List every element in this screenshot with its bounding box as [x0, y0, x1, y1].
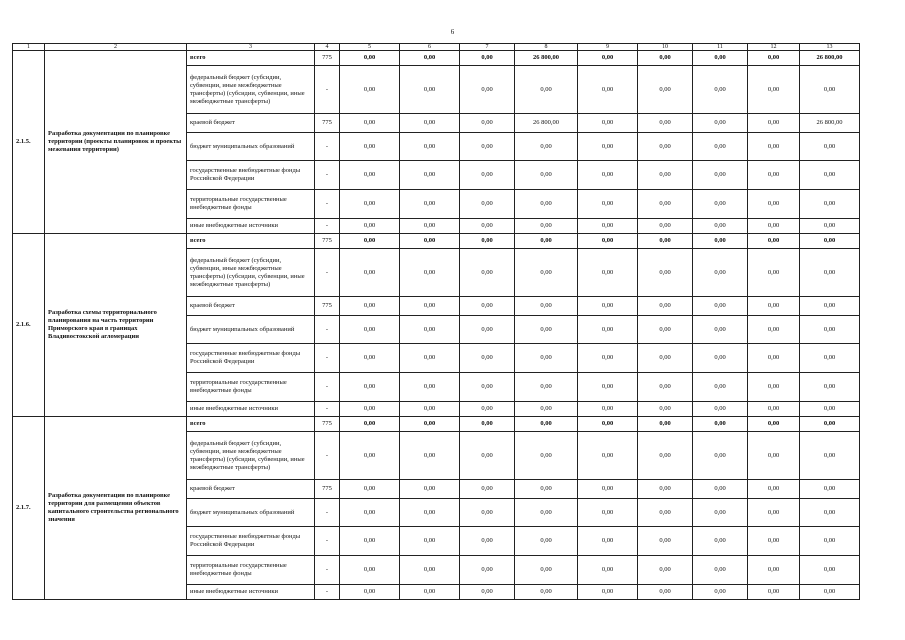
column-number: 9 — [578, 44, 638, 51]
value-cell: 0,00 — [515, 234, 578, 249]
value-cell: 0,00 — [400, 316, 460, 344]
funding-source: территориальные государственные внебюджетные фонды — [187, 190, 315, 219]
value-cell: 0,00 — [748, 114, 800, 133]
code-cell: - — [315, 402, 340, 417]
value-cell: 0,00 — [800, 316, 860, 344]
funding-source: краевой бюджет — [187, 114, 315, 133]
funding-source: всего — [187, 417, 315, 432]
value-cell: 0,00 — [578, 249, 638, 297]
value-cell: 0,00 — [340, 66, 400, 114]
value-cell: 0,00 — [460, 316, 515, 344]
value-cell: 0,00 — [515, 161, 578, 190]
value-cell: 0,00 — [460, 114, 515, 133]
code-cell: - — [315, 585, 340, 600]
value-cell: 0,00 — [693, 161, 748, 190]
value-cell: 0,00 — [800, 417, 860, 432]
value-cell: 0,00 — [693, 133, 748, 161]
value-cell: 0,00 — [638, 219, 693, 234]
value-cell: 0,00 — [515, 480, 578, 499]
value-cell: 0,00 — [748, 234, 800, 249]
value-cell: 0,00 — [800, 249, 860, 297]
value-cell: 0,00 — [693, 556, 748, 585]
value-cell: 0,00 — [400, 402, 460, 417]
value-cell: 0,00 — [638, 480, 693, 499]
value-cell: 0,00 — [400, 51, 460, 66]
column-number: 2 — [45, 44, 187, 51]
value-cell: 0,00 — [638, 161, 693, 190]
value-cell: 0,00 — [578, 417, 638, 432]
value-cell: 0,00 — [460, 527, 515, 556]
value-cell: 0,00 — [340, 316, 400, 344]
value-cell: 0,00 — [340, 114, 400, 133]
funding-source: бюджет муниципальных образований — [187, 133, 315, 161]
value-cell: 0,00 — [638, 556, 693, 585]
value-cell: 0,00 — [748, 190, 800, 219]
value-cell: 0,00 — [693, 480, 748, 499]
value-cell: 0,00 — [515, 499, 578, 527]
funding-source: краевой бюджет — [187, 480, 315, 499]
item-name: Разработка документации по планировке территории (проекты планировок и проекты межевания территории) — [45, 51, 187, 234]
code-cell: - — [315, 161, 340, 190]
value-cell: 0,00 — [693, 316, 748, 344]
value-cell: 0,00 — [578, 190, 638, 219]
value-cell: 0,00 — [693, 402, 748, 417]
value-cell: 26 800,00 — [800, 51, 860, 66]
value-cell: 0,00 — [800, 402, 860, 417]
code-cell: - — [315, 527, 340, 556]
value-cell: 0,00 — [638, 249, 693, 297]
value-cell: 0,00 — [638, 234, 693, 249]
code-cell: - — [315, 316, 340, 344]
value-cell: 0,00 — [800, 432, 860, 480]
funding-source: территориальные государственные внебюджетные фонды — [187, 373, 315, 402]
funding-source: государственные внебюджетные фонды Российской Федерации — [187, 161, 315, 190]
value-cell: 0,00 — [800, 344, 860, 373]
value-cell: 0,00 — [400, 297, 460, 316]
code-cell: - — [315, 499, 340, 527]
code-cell: 775 — [315, 480, 340, 499]
value-cell: 0,00 — [400, 249, 460, 297]
value-cell: 0,00 — [460, 556, 515, 585]
value-cell: 0,00 — [515, 190, 578, 219]
table-row — [13, 51, 860, 66]
value-cell: 0,00 — [693, 297, 748, 316]
column-number: 7 — [460, 44, 515, 51]
value-cell: 0,00 — [748, 51, 800, 66]
value-cell: 0,00 — [460, 499, 515, 527]
value-cell: 0,00 — [515, 373, 578, 402]
value-cell: 0,00 — [515, 556, 578, 585]
value-cell: 0,00 — [800, 133, 860, 161]
value-cell: 0,00 — [748, 417, 800, 432]
code-cell: 775 — [315, 51, 340, 66]
funding-source: иные внебюджетные источники — [187, 219, 315, 234]
value-cell: 0,00 — [748, 432, 800, 480]
value-cell: 0,00 — [693, 432, 748, 480]
code-cell: - — [315, 344, 340, 373]
value-cell: 0,00 — [748, 527, 800, 556]
code-cell: - — [315, 190, 340, 219]
value-cell: 0,00 — [638, 373, 693, 402]
value-cell: 0,00 — [340, 417, 400, 432]
value-cell: 0,00 — [515, 585, 578, 600]
value-cell: 0,00 — [515, 297, 578, 316]
value-cell: 26 800,00 — [800, 114, 860, 133]
value-cell: 0,00 — [400, 66, 460, 114]
value-cell: 0,00 — [460, 373, 515, 402]
budget-table — [12, 43, 860, 600]
value-cell: 0,00 — [400, 373, 460, 402]
value-cell: 0,00 — [638, 499, 693, 527]
value-cell: 0,00 — [693, 219, 748, 234]
value-cell: 0,00 — [515, 527, 578, 556]
table-row — [13, 234, 860, 249]
value-cell: 0,00 — [515, 66, 578, 114]
value-cell: 0,00 — [800, 161, 860, 190]
value-cell: 0,00 — [800, 373, 860, 402]
value-cell: 0,00 — [515, 249, 578, 297]
code-cell: - — [315, 249, 340, 297]
value-cell: 0,00 — [340, 585, 400, 600]
value-cell: 0,00 — [693, 499, 748, 527]
value-cell: 0,00 — [340, 556, 400, 585]
value-cell: 0,00 — [460, 585, 515, 600]
value-cell: 0,00 — [340, 432, 400, 480]
funding-source: всего — [187, 234, 315, 249]
value-cell: 0,00 — [638, 417, 693, 432]
code-cell: 775 — [315, 114, 340, 133]
value-cell: 0,00 — [340, 499, 400, 527]
value-cell: 0,00 — [578, 432, 638, 480]
value-cell: 0,00 — [460, 51, 515, 66]
value-cell: 0,00 — [460, 417, 515, 432]
value-cell: 0,00 — [800, 556, 860, 585]
funding-source: краевой бюджет — [187, 297, 315, 316]
value-cell: 0,00 — [515, 344, 578, 373]
value-cell: 0,00 — [578, 402, 638, 417]
funding-source: государственные внебюджетные фонды Российской Федерации — [187, 344, 315, 373]
value-cell: 0,00 — [340, 297, 400, 316]
value-cell: 0,00 — [693, 417, 748, 432]
value-cell: 0,00 — [578, 297, 638, 316]
value-cell: 0,00 — [800, 527, 860, 556]
value-cell: 0,00 — [400, 114, 460, 133]
value-cell: 0,00 — [693, 190, 748, 219]
item-name: Разработка схемы территориального планирования на часть территории Приморского края в границах Владивостокской агломерации — [45, 234, 187, 417]
column-number: 10 — [638, 44, 693, 51]
value-cell: 0,00 — [400, 527, 460, 556]
value-cell: 26 800,00 — [515, 114, 578, 133]
value-cell: 0,00 — [460, 344, 515, 373]
item-code: 2.1.6. — [13, 234, 45, 417]
value-cell: 0,00 — [638, 585, 693, 600]
value-cell: 0,00 — [340, 527, 400, 556]
value-cell: 0,00 — [460, 190, 515, 219]
value-cell: 0,00 — [693, 344, 748, 373]
value-cell: 0,00 — [400, 344, 460, 373]
value-cell: 0,00 — [400, 499, 460, 527]
value-cell: 0,00 — [340, 480, 400, 499]
column-number-row — [13, 44, 860, 51]
value-cell: 0,00 — [400, 556, 460, 585]
value-cell: 0,00 — [578, 51, 638, 66]
value-cell: 0,00 — [748, 585, 800, 600]
value-cell: 0,00 — [578, 527, 638, 556]
value-cell: 0,00 — [578, 133, 638, 161]
funding-source: территориальные государственные внебюджетные фонды — [187, 556, 315, 585]
table-body — [13, 51, 860, 600]
column-number: 5 — [340, 44, 400, 51]
code-cell: 775 — [315, 234, 340, 249]
value-cell: 0,00 — [693, 373, 748, 402]
funding-source: федеральный бюджет (субсидии, субвенции, иные межбюджетные трансферты) (субсидии, субвенции, иные межбюджетные трансферты) — [187, 249, 315, 297]
value-cell: 0,00 — [460, 249, 515, 297]
value-cell: 0,00 — [460, 219, 515, 234]
funding-source: государственные внебюджетные фонды Российской Федерации — [187, 527, 315, 556]
funding-source: федеральный бюджет (субсидии, субвенции, иные межбюджетные трансферты) (субсидии, субвенции, иные межбюджетные трансферты) — [187, 432, 315, 480]
value-cell: 0,00 — [693, 234, 748, 249]
value-cell: 0,00 — [638, 66, 693, 114]
value-cell: 0,00 — [515, 402, 578, 417]
value-cell: 0,00 — [400, 432, 460, 480]
value-cell: 0,00 — [460, 133, 515, 161]
value-cell: 0,00 — [340, 249, 400, 297]
value-cell: 0,00 — [748, 344, 800, 373]
code-cell: - — [315, 373, 340, 402]
value-cell: 0,00 — [638, 114, 693, 133]
value-cell: 0,00 — [578, 480, 638, 499]
value-cell: 0,00 — [748, 402, 800, 417]
value-cell: 0,00 — [340, 344, 400, 373]
value-cell: 0,00 — [578, 373, 638, 402]
value-cell: 0,00 — [578, 234, 638, 249]
value-cell: 0,00 — [638, 297, 693, 316]
value-cell: 0,00 — [578, 161, 638, 190]
value-cell: 0,00 — [460, 480, 515, 499]
value-cell: 0,00 — [748, 373, 800, 402]
value-cell: 0,00 — [515, 417, 578, 432]
value-cell: 0,00 — [748, 133, 800, 161]
value-cell: 0,00 — [800, 499, 860, 527]
item-code: 2.1.7. — [13, 417, 45, 600]
page-number: 6 — [450, 28, 455, 36]
value-cell: 0,00 — [460, 161, 515, 190]
value-cell: 0,00 — [578, 114, 638, 133]
value-cell: 0,00 — [515, 432, 578, 480]
value-cell: 0,00 — [340, 373, 400, 402]
value-cell: 0,00 — [693, 51, 748, 66]
value-cell: 0,00 — [578, 66, 638, 114]
value-cell: 0,00 — [578, 219, 638, 234]
value-cell: 0,00 — [638, 133, 693, 161]
value-cell: 0,00 — [460, 432, 515, 480]
value-cell: 0,00 — [340, 219, 400, 234]
code-cell: - — [315, 219, 340, 234]
value-cell: 0,00 — [460, 66, 515, 114]
value-cell: 0,00 — [638, 527, 693, 556]
value-cell: 0,00 — [748, 161, 800, 190]
column-number: 12 — [748, 44, 800, 51]
value-cell: 0,00 — [400, 234, 460, 249]
value-cell: 0,00 — [800, 234, 860, 249]
value-cell: 0,00 — [638, 51, 693, 66]
value-cell: 0,00 — [693, 527, 748, 556]
value-cell: 0,00 — [400, 161, 460, 190]
value-cell: 0,00 — [800, 190, 860, 219]
value-cell: 0,00 — [340, 51, 400, 66]
code-cell: - — [315, 556, 340, 585]
column-number: 1 — [13, 44, 45, 51]
value-cell: 0,00 — [748, 249, 800, 297]
value-cell: 0,00 — [340, 234, 400, 249]
column-number: 4 — [315, 44, 340, 51]
value-cell: 0,00 — [800, 480, 860, 499]
value-cell: 0,00 — [460, 297, 515, 316]
value-cell: 0,00 — [578, 316, 638, 344]
value-cell: 0,00 — [578, 499, 638, 527]
value-cell: 0,00 — [800, 297, 860, 316]
funding-source: бюджет муниципальных образований — [187, 316, 315, 344]
column-number: 8 — [515, 44, 578, 51]
funding-source: иные внебюджетные источники — [187, 402, 315, 417]
value-cell: 0,00 — [340, 402, 400, 417]
column-number: 6 — [400, 44, 460, 51]
column-number: 3 — [187, 44, 315, 51]
value-cell: 0,00 — [748, 219, 800, 234]
item-code: 2.1.5. — [13, 51, 45, 234]
value-cell: 0,00 — [578, 556, 638, 585]
value-cell: 0,00 — [340, 190, 400, 219]
value-cell: 0,00 — [638, 344, 693, 373]
value-cell: 0,00 — [748, 297, 800, 316]
value-cell: 0,00 — [638, 190, 693, 219]
value-cell: 0,00 — [460, 234, 515, 249]
column-number: 13 — [800, 44, 860, 51]
value-cell: 0,00 — [400, 190, 460, 219]
value-cell: 0,00 — [748, 66, 800, 114]
value-cell: 0,00 — [400, 480, 460, 499]
value-cell: 0,00 — [460, 402, 515, 417]
table-row — [13, 417, 860, 432]
code-cell: - — [315, 432, 340, 480]
value-cell: 0,00 — [748, 556, 800, 585]
value-cell: 0,00 — [340, 161, 400, 190]
value-cell: 0,00 — [578, 585, 638, 600]
value-cell: 0,00 — [400, 585, 460, 600]
value-cell: 0,00 — [515, 316, 578, 344]
value-cell: 0,00 — [693, 249, 748, 297]
value-cell: 0,00 — [748, 480, 800, 499]
column-number: 11 — [693, 44, 748, 51]
funding-source: иные внебюджетные источники — [187, 585, 315, 600]
value-cell: 0,00 — [638, 316, 693, 344]
funding-source: всего — [187, 51, 315, 66]
value-cell: 0,00 — [800, 219, 860, 234]
funding-source: бюджет муниципальных образований — [187, 499, 315, 527]
value-cell: 0,00 — [400, 417, 460, 432]
code-cell: - — [315, 66, 340, 114]
value-cell: 0,00 — [638, 432, 693, 480]
value-cell: 0,00 — [748, 316, 800, 344]
value-cell: 0,00 — [578, 344, 638, 373]
value-cell: 0,00 — [638, 402, 693, 417]
value-cell: 0,00 — [400, 219, 460, 234]
value-cell: 26 800,00 — [515, 51, 578, 66]
value-cell: 0,00 — [800, 585, 860, 600]
value-cell: 0,00 — [693, 114, 748, 133]
funding-source: федеральный бюджет (субсидии, субвенции, иные межбюджетные трансферты) (субсидии, субвенции, иные межбюджетные трансферты) — [187, 66, 315, 114]
value-cell: 0,00 — [515, 219, 578, 234]
value-cell: 0,00 — [800, 66, 860, 114]
value-cell: 0,00 — [693, 66, 748, 114]
code-cell: 775 — [315, 417, 340, 432]
value-cell: 0,00 — [400, 133, 460, 161]
value-cell: 0,00 — [693, 585, 748, 600]
code-cell: - — [315, 133, 340, 161]
item-name: Разработка документации по планировке территории для размещения объектов капитального строительства регионального значения — [45, 417, 187, 600]
value-cell: 0,00 — [748, 499, 800, 527]
value-cell: 0,00 — [515, 133, 578, 161]
code-cell: 775 — [315, 297, 340, 316]
value-cell: 0,00 — [340, 133, 400, 161]
